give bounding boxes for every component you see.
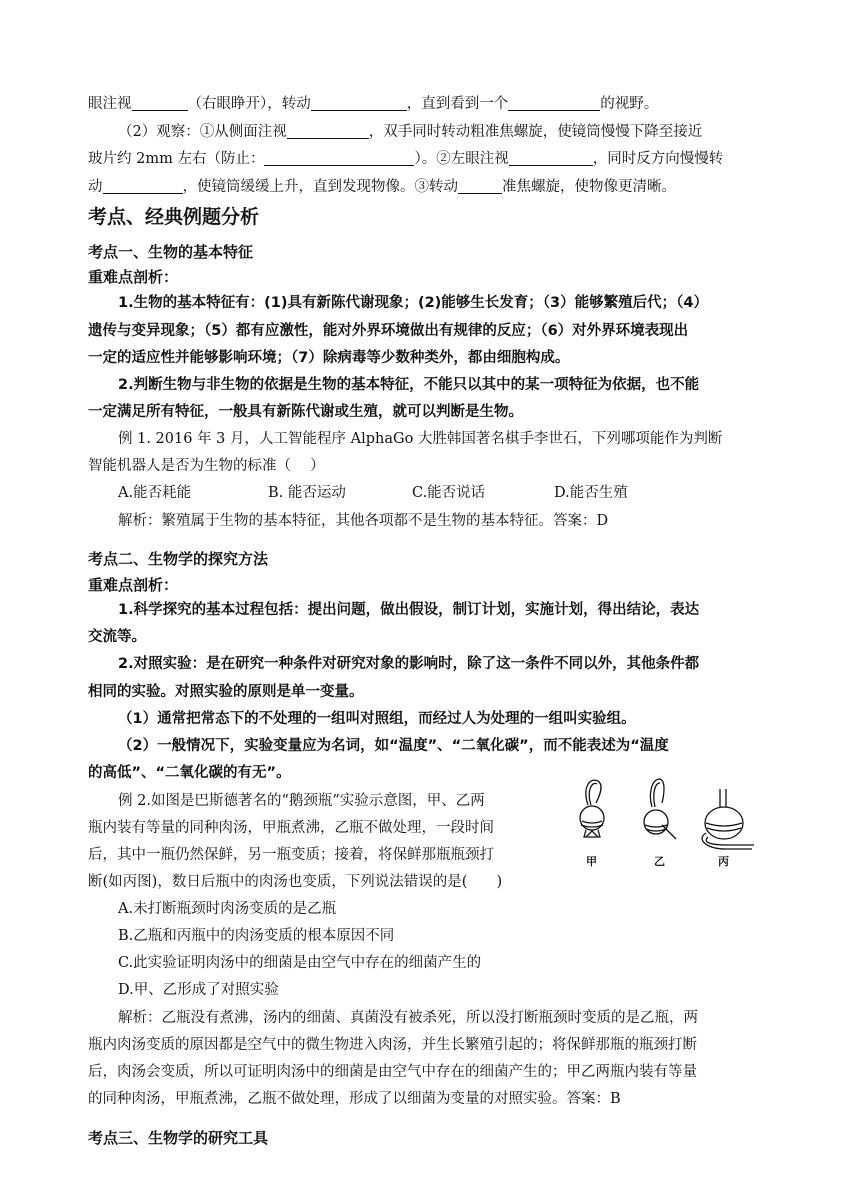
figure-label-jia: 甲 (586, 855, 597, 868)
option-b: B. 能否运动 (268, 485, 346, 501)
example-2-option-c: C.此实验证明肉汤中的细菌是由空气中存在的细菌产生的 (118, 955, 482, 971)
text: （右眼睁开），转动 (187, 96, 311, 112)
flask-illustration (566, 773, 780, 869)
text: ，同时反方向慢慢转 (592, 151, 724, 167)
swan-neck-flask-figure (566, 773, 780, 869)
fill-blank[interactable] (132, 95, 188, 111)
text: 的视野。 (600, 96, 659, 112)
observe-step-line-3 (88, 174, 778, 202)
example-1-answer: 解析：繁殖属于生物的基本特征，其他各项都不是生物的基本特征。答案：D (118, 513, 609, 529)
example-2-line-3: 后，其中一瓶仍然保鲜，另一瓶变质；接着，将保鲜那瓶瓶颈打 (88, 847, 494, 863)
k1-point-1c: 一定的适应性并能够影响环境；（7）除病毒等少数种类外，都由细胞构成。 (88, 350, 570, 366)
k1-subtitle: 重难点剖析： (88, 268, 179, 286)
k2-point-4a: （2）一般情况下，实验变量应为名词，如“温度”、“二氧化碳”，而不能表述为“温度 (118, 738, 669, 754)
text: ）。②左眼注视 (414, 151, 509, 167)
microscope-step-line-1 (88, 91, 778, 119)
k2-point-3: （1）通常把常态下的不处理的一组叫对照组，而经过人为处理的一组叫实验组。 (118, 711, 636, 727)
example-2-line-1: 例 2.如图是巴斯德著名的“鹅颈瓶”实验示意图，甲、乙两 (118, 793, 485, 809)
option-d: D.能否生殖 (554, 485, 628, 501)
text: 玻片约 2mm 左右（防止： (88, 151, 265, 167)
example-2-option-d: D.甲、乙形成了对照实验 (118, 982, 279, 998)
text: ，直到看到一个 (406, 96, 509, 112)
text: 动 (88, 179, 103, 195)
example-2-option-b: B.乙瓶和丙瓶中的肉汤变质的根本原因不同 (118, 928, 395, 944)
k1-point-1b: 遗传与变异现象；（5）都有应激性，能对外界环境做出有规律的反应；（6）对外界环境表现出 (88, 323, 689, 339)
k1-title: 考点一、生物的基本特征 (88, 243, 254, 261)
k3-title: 考点三、生物学的研究工具 (88, 1129, 269, 1147)
example-2-answer-3: 后，肉汤会变质，所以可证明肉汤中的细菌是由空气中存在的细菌产生的；甲乙两瓶内装有等量 (88, 1064, 697, 1080)
k2-point-1b: 交流等。 (88, 629, 146, 645)
k2-point-2a: 2.对照实验：是在研究一种条件对研究对象的影响时，除了这一条件不同以外，其他条件都 (118, 656, 700, 672)
k2-point-2b: 相同的实验。对照实验的原则是单一变量。 (88, 684, 364, 700)
k1-point-2a: 2.判断生物与非生物的依据是生物的基本特征，不能只以其中的某一项特征为依据，也不能 (118, 377, 700, 393)
k2-point-4b: 的高低”、“二氧化碳的有无”。 (88, 765, 291, 781)
fill-blank[interactable] (458, 178, 502, 194)
example-2-option-a: A.未打断瓶颈时肉汤变质的是乙瓶 (118, 901, 337, 917)
fill-blank[interactable] (509, 150, 593, 166)
fill-blank[interactable] (287, 123, 369, 139)
k1-point-1a: 1.生物的基本特征有：(1)具有新陈代谢现象；(2)能够生长发育；（3）能够繁殖后代；（4） (118, 295, 708, 311)
example-1-line-2: 智能机器人是否为生物的标准（ ） (88, 458, 325, 474)
observe-step-line-1 (118, 119, 778, 147)
k1-point-2b: 一定满足所有特征，一般具有新陈代谢或生殖，就可以判断是生物。 (88, 404, 523, 420)
example-1-line-1: 例 1. 2016 年 3 月，人工智能程序 AlphaGo 大胜韩国著名棋手李世石，下列哪项能作为判断 (118, 431, 723, 447)
example-2-answer-2: 瓶内肉汤变质的原因都是空气中的微生物进入肉汤，并生长繁殖引起的；将保鲜那瓶的瓶颈打断 (88, 1037, 697, 1053)
k2-title: 考点二、生物学的探究方法 (88, 550, 269, 568)
example-2-answer-1: 解析：乙瓶没有煮沸，汤内的细菌、真菌没有被杀死，所以没打断瓶颈时变质的是乙瓶，两 (118, 1010, 698, 1026)
example-2-line-2: 瓶内装有等量的同种肉汤，甲瓶煮沸，乙瓶不做处理，一段时间 (88, 820, 494, 836)
text: ，双手同时转动粗准焦螺旋，使镜筒慢慢下降至接近 (368, 124, 703, 140)
figure-label-yi: 乙 (654, 855, 665, 868)
text: 眼注视 (88, 96, 132, 112)
k2-subtitle: 重难点剖析： (88, 576, 179, 594)
k2-point-1a: 1.科学探究的基本过程包括：提出问题，做出假设，制订计划，实施计划，得出结论，表达 (118, 602, 700, 618)
figure-label-bing: 丙 (718, 855, 729, 868)
text: （2）观察：①从侧面注视 (118, 124, 287, 140)
section-title: 考点、经典例题分析 (88, 206, 260, 228)
option-c: C.能否说话 (412, 485, 486, 501)
text: ，使镜筒缓缓上升，直到发现物像。③转动 (182, 179, 458, 195)
fill-blank[interactable] (103, 178, 183, 194)
example-2-line-4: 断(如丙图)，数日后瓶中的肉汤也变质，下列说法错误的是( ) (88, 874, 503, 890)
text: 准焦螺旋，使物像更清晰。 (502, 179, 676, 195)
example-2-answer-4: 的同种肉汤，甲瓶煮沸，乙瓶不做处理，形成了以细菌为变量的对照实验。答案：B (88, 1091, 621, 1107)
option-a: A.能否耗能 (118, 485, 192, 501)
fill-blank[interactable] (264, 150, 414, 166)
fill-blank[interactable] (508, 95, 600, 111)
fill-blank[interactable] (311, 95, 407, 111)
observe-step-line-2 (88, 146, 778, 174)
